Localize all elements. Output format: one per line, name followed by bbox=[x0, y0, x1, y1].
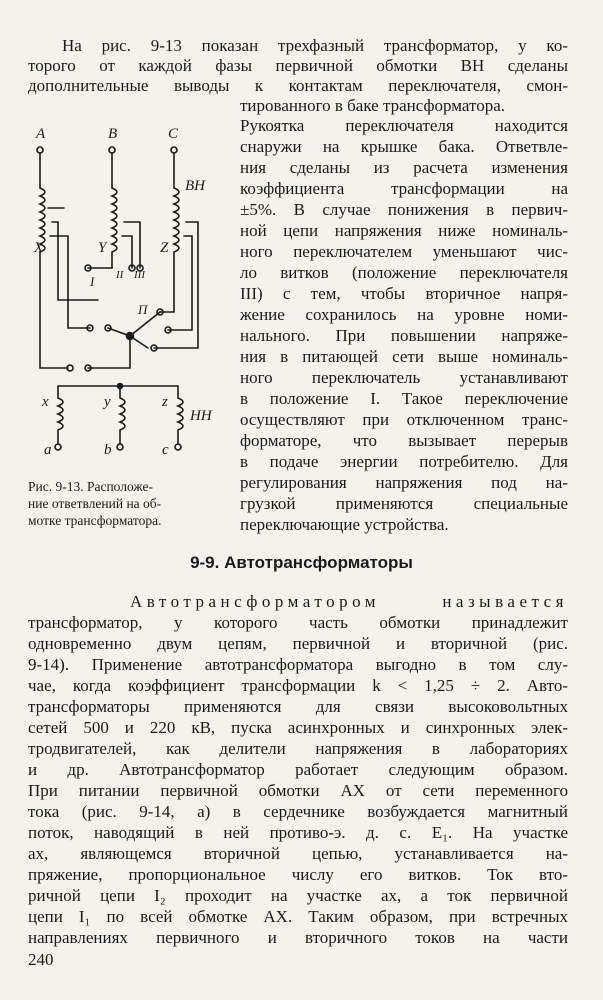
text-line: На рис. 9-13 показан трехфазный трансформатор, у ко- bbox=[62, 36, 568, 55]
text-line: ного переключатель устанавливают bbox=[240, 368, 568, 387]
text-line: ло витков (положение переключателя bbox=[240, 263, 568, 282]
text-line: направлениях первичного и вторичного токов на части bbox=[28, 928, 568, 947]
label-b: b bbox=[104, 442, 112, 458]
text-line: и др. Автотрансформатор работает следующим образом. bbox=[28, 760, 568, 779]
label-Z: Z bbox=[160, 240, 169, 256]
text-line: тока (рис. 9-14, а) в сердечнике возбуждается магнитный bbox=[28, 802, 568, 821]
text-line: снаружи на крышке бака. Ответвле- bbox=[240, 137, 568, 156]
text-line: поток, наводящий в ней противо-э. д. с. E₁. На участке bbox=[28, 823, 568, 842]
text-line: ния в питающей сети выше номиналь- bbox=[240, 347, 568, 366]
text-line: коэффициента трансформации на bbox=[240, 179, 568, 198]
label-pos1: I bbox=[90, 274, 95, 289]
text-line: Автотрансформатором называется bbox=[130, 592, 568, 611]
label-B: B bbox=[108, 126, 118, 142]
label-P: П bbox=[138, 302, 148, 317]
text-line: дополнительные выводы к контактам переключателя, смон- bbox=[28, 76, 568, 95]
text-line: тированного в баке трансформатора. bbox=[240, 96, 506, 115]
text-line: осуществляют при отключенном транс- bbox=[240, 410, 568, 429]
figure-caption: ние ответвлений на об- bbox=[28, 496, 162, 511]
label-C: C bbox=[168, 126, 179, 142]
text-line: жение сохранилось на уровне номи- bbox=[240, 305, 568, 324]
text-line: одновременно двум цепям, первичной и вторичной (рис. bbox=[28, 634, 568, 653]
label-x: x bbox=[42, 394, 49, 410]
text-line: торого от каждой фазы первичной обмотки ВН сделаны bbox=[28, 56, 568, 75]
text-line: цепи I₁ по всей обмотке AX. Таким образом, при встречных bbox=[28, 907, 568, 926]
label-y: y bbox=[104, 394, 111, 410]
text-line: переключающие устройства. bbox=[240, 515, 449, 534]
text-line: грузкой применяются специальные bbox=[240, 494, 568, 513]
label-a: a bbox=[44, 442, 52, 458]
text-line: ричной цепи I₂ проходит на участке ax, а ток первичной bbox=[28, 886, 568, 905]
text-line: в положение I. Такое переключение bbox=[240, 389, 568, 408]
text-line: ного переключателем уменьшают чис- bbox=[240, 242, 568, 261]
text-line: нального. При повышении напряже- bbox=[240, 326, 568, 345]
text-line: пряжение, пропорциональное числу его витков. Ток вто- bbox=[28, 865, 568, 884]
text-line: сетей 500 и 220 кВ, пуска асинхронных и синхронных элек- bbox=[28, 718, 568, 737]
text-line: в подаче энергии потребителю. Для bbox=[240, 452, 568, 471]
page-number: 240 bbox=[28, 950, 54, 969]
text-line: 9-14). Применение автотрансформатора выгодно в том слу- bbox=[28, 655, 568, 674]
text-line: тродвигателей, как делители напряжения в лабораториях bbox=[28, 739, 568, 758]
label-NN: НН bbox=[190, 408, 212, 424]
transformer-tap-diagram bbox=[28, 118, 234, 466]
text-line: трансформатор, у которого часть обмотки принадлежит bbox=[28, 613, 568, 632]
figure-caption: Рис. 9-13. Расположе- bbox=[28, 479, 154, 494]
text-line: При питании первичной обмотки AX от сети переменного bbox=[28, 781, 568, 800]
text-line: III) с тем, чтобы вторичное напря- bbox=[240, 284, 568, 303]
text-line: трансформаторы применяются для связи высоковольтных bbox=[28, 697, 568, 716]
label-VN: ВН bbox=[185, 178, 205, 194]
text-line: чае, когда коэффициент трансформации k < 1,25 ÷ 2. Авто- bbox=[28, 676, 568, 695]
label-A: A bbox=[36, 126, 46, 142]
text-line: ax, являющемся вторичной цепью, устанавливается на- bbox=[28, 844, 568, 863]
section-heading: 9-9. Автотрансформаторы bbox=[190, 553, 413, 572]
text-line: ной цепи напряжения ниже номиналь- bbox=[240, 221, 568, 240]
figure-caption: мотке трансформатора. bbox=[28, 513, 162, 528]
label-z: z bbox=[162, 394, 168, 410]
label-Y: Y bbox=[98, 240, 107, 256]
text-line: ±5%. В случае понижения в первич- bbox=[240, 200, 568, 219]
label-pos2: II bbox=[116, 269, 124, 281]
text-line: форматоре, что вызывает перерыв bbox=[240, 431, 568, 450]
label-X: X bbox=[34, 240, 44, 256]
text-line: Рукоятка переключателя находится bbox=[240, 116, 568, 135]
text-line: регулирования напряжения под на- bbox=[240, 473, 568, 492]
text-line: ния сделаны из расчета изменения bbox=[240, 158, 568, 177]
label-c: c bbox=[162, 442, 169, 458]
label-pos3: III bbox=[134, 269, 145, 281]
